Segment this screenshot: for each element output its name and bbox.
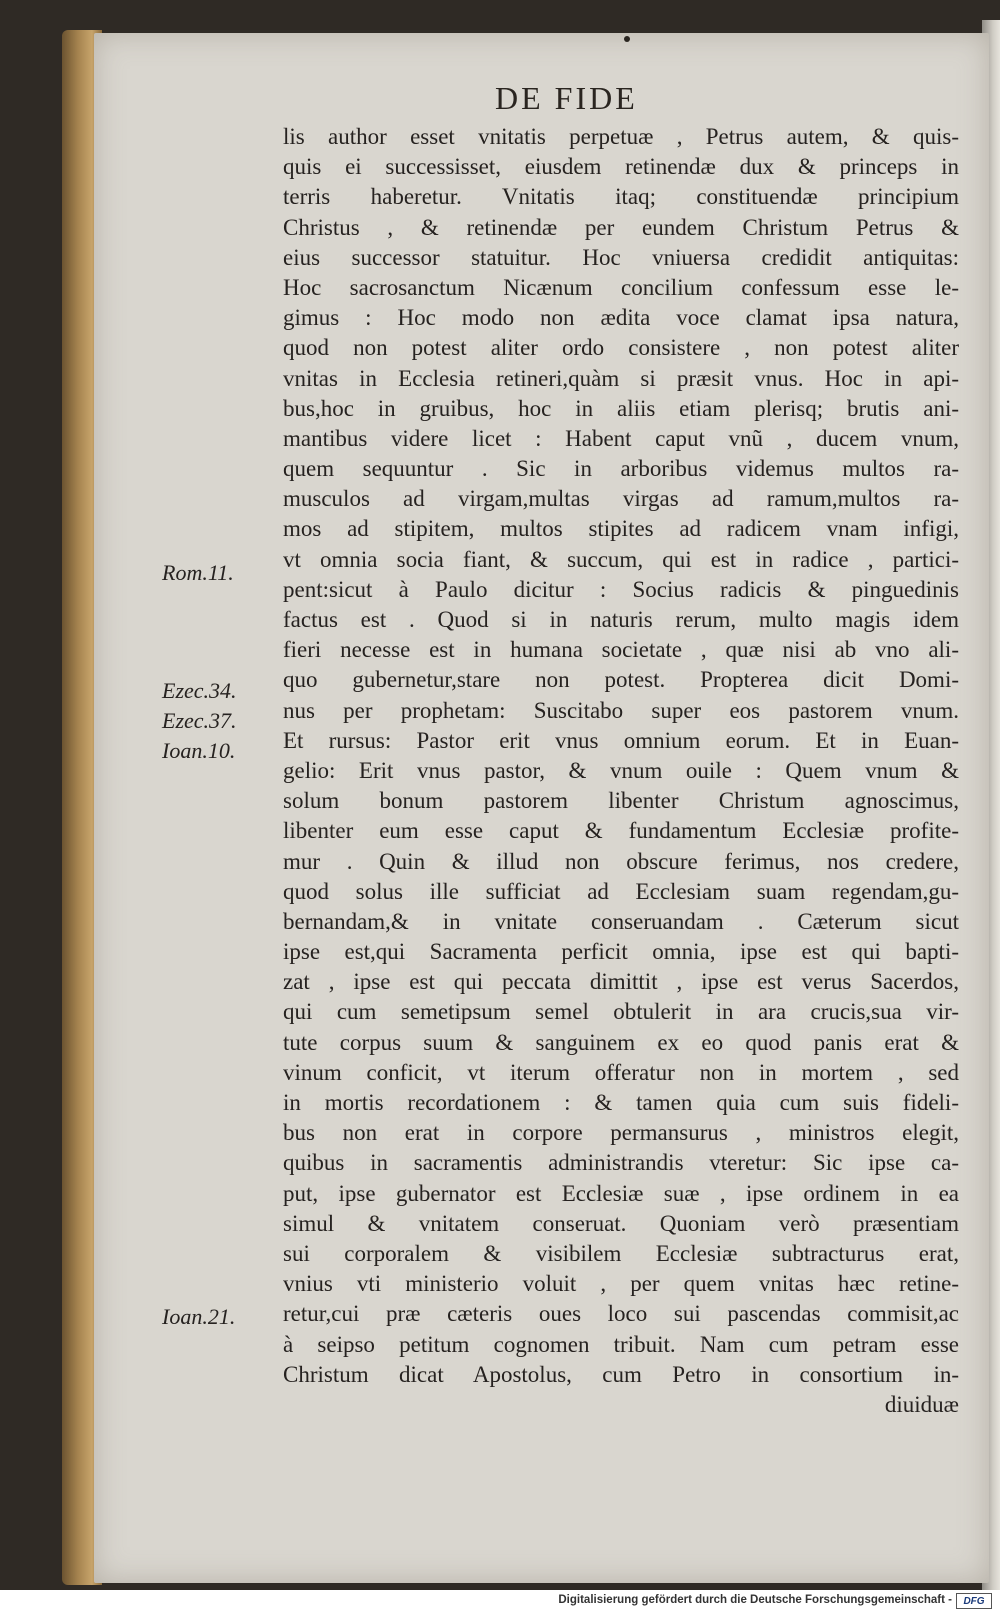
text-line: mos ad stipitem, multos stipites ad radicem vnam infigi, [283,516,959,542]
text-line: gelio: Erit vnus pastor, & vnum ouile : Quem vnum & [283,757,959,783]
text-line: vinum conficit, vt iterum offeratur non in mortem , sed [283,1059,959,1085]
text-line: lis author esset vnitatis perpetuæ , Petrus autem, & quis- [283,124,959,149]
ink-mark [624,36,630,42]
text-line: libenter eum esse caput & fundamentum Ecclesiæ profite- [283,818,959,844]
text-line: vnius vti ministerio voluit , per quem vnitas hæc retine- [283,1271,959,1297]
text-line: eius successor statuitur. Hoc vniuersa credidit antiquitas: [283,244,959,270]
body-text [283,122,959,1420]
text-line: Hoc sacrosanctum Nicænum concilium confessum esse le- [283,274,959,300]
text-line: musculos ad virgam,multas virgas ad ramum,multos ra- [283,486,959,512]
text-line: Et rursus: Pastor erit vnus omnium eorum. Et in Euan- [283,727,959,753]
text-line: à seipso petitum cognomen tribuit. Nam cum petram esse [283,1331,959,1357]
text-line: quo gubernetur,stare non potest. Propterea dicit Domi- [283,667,959,693]
margin-note-ezec-34: Ezec.34. [162,678,237,703]
text-line: gimus : Hoc modo non ædita voce clamat ipsa natura, [283,305,959,331]
page-header: DE FIDE [495,80,638,116]
text-line: solum bonum pastorem libenter Christum agnoscimus, [283,788,959,814]
dfg-logo[interactable]: DFG [956,1593,992,1609]
text-line: Christum dicat Apostolus, cum Petro in consortium in- [283,1361,959,1387]
text-line: retur,cui præ cæteris oues loco sui pascendas commisit,ac [283,1301,959,1327]
margin-note-ezec-37: Ezec.37. [162,708,237,733]
text-line: tute corpus suum & sanguinem ex eo quod panis erat & [283,1029,959,1055]
text-line: fieri necesse est in humana societate , quæ nisi ab vno ali- [283,637,959,663]
text-line: quod non potest aliter ordo consistere , non potest aliter [283,335,959,361]
text-line: mantibus videre licet : Habent caput vnũ , ducem vnum, [283,425,959,451]
text-line: vt omnia socia fiant, & succum, qui est in radice , partici- [283,546,959,572]
text-line: bus,hoc in gruibus, hoc in aliis etiam plerisq; brutis ani- [283,395,959,421]
footer-credit: Digitalisierung gefördert durch die Deutsche Forschungsgemeinschaft - [558,1594,952,1606]
text-line: quis ei successisset, eiusdem retinendæ dux & princeps in [283,154,959,180]
text-line: mur . Quin & illud non obscure ferimus, nos credere, [283,848,959,874]
text-line: Christus , & retinendæ per eundem Christum Petrus & [283,214,959,240]
text-line: quod solus ille sufficiat ad Ecclesiam suam regendam,gu- [283,878,959,904]
footer-bar [0,1590,1000,1613]
text-line: factus est . Quod si in naturis rerum, multo magis idem [283,607,959,632]
text-line: quem sequuntur . Sic in arboribus videmus multos ra- [283,456,959,482]
text-line: terris haberetur. Vnitatis itaq; constituendæ principium [283,184,959,210]
text-line: sui corporalem & visibilem Ecclesiæ subtracturus erat, [283,1240,959,1266]
margin-note-rom: Rom.11. [162,560,234,585]
text-line: vnitas in Ecclesia retineri,quàm si præsit vnus. Hoc in api- [283,365,959,391]
text-line: simul & vnitatem conseruat. Quoniam verò præsentiam [283,1210,959,1236]
margin-note-ioan-10: Ioan.10. [162,738,236,763]
margin-note-ioan-21: Ioan.21. [162,1304,236,1329]
text-line: bernandam,& in vnitate conseruandam . Cæterum sicut [283,908,959,934]
text-line: qui cum semetipsum semel obtulerit in ara crucis,sua vir- [283,999,959,1025]
text-line: nus per prophetam: Suscitabo super eos pastorem vnum. [283,697,959,723]
text-line: quibus in sacramentis administrandis vteretur: Sic ipse ca- [283,1150,959,1176]
text-line: zat , ipse est qui peccata dimittit , ipse est verus Sacerdos, [283,969,959,995]
text-line: ipse est,qui Sacramenta perficit omnia, ipse est qui bapti- [283,939,959,965]
text-line: put, ipse gubernator est Ecclesiæ suæ , ipse ordinem in ea [283,1180,959,1206]
catchword-line: diuiduæ [884,1391,959,1417]
text-line: in mortis recordationem : & tamen quia cum suis fideli- [283,1090,959,1115]
text-line: bus non erat in corpore permansurus , ministros elegit, [283,1120,959,1146]
text-line: pent:sicut à Paulo dicitur : Socius radicis & pinguedinis [283,576,959,602]
